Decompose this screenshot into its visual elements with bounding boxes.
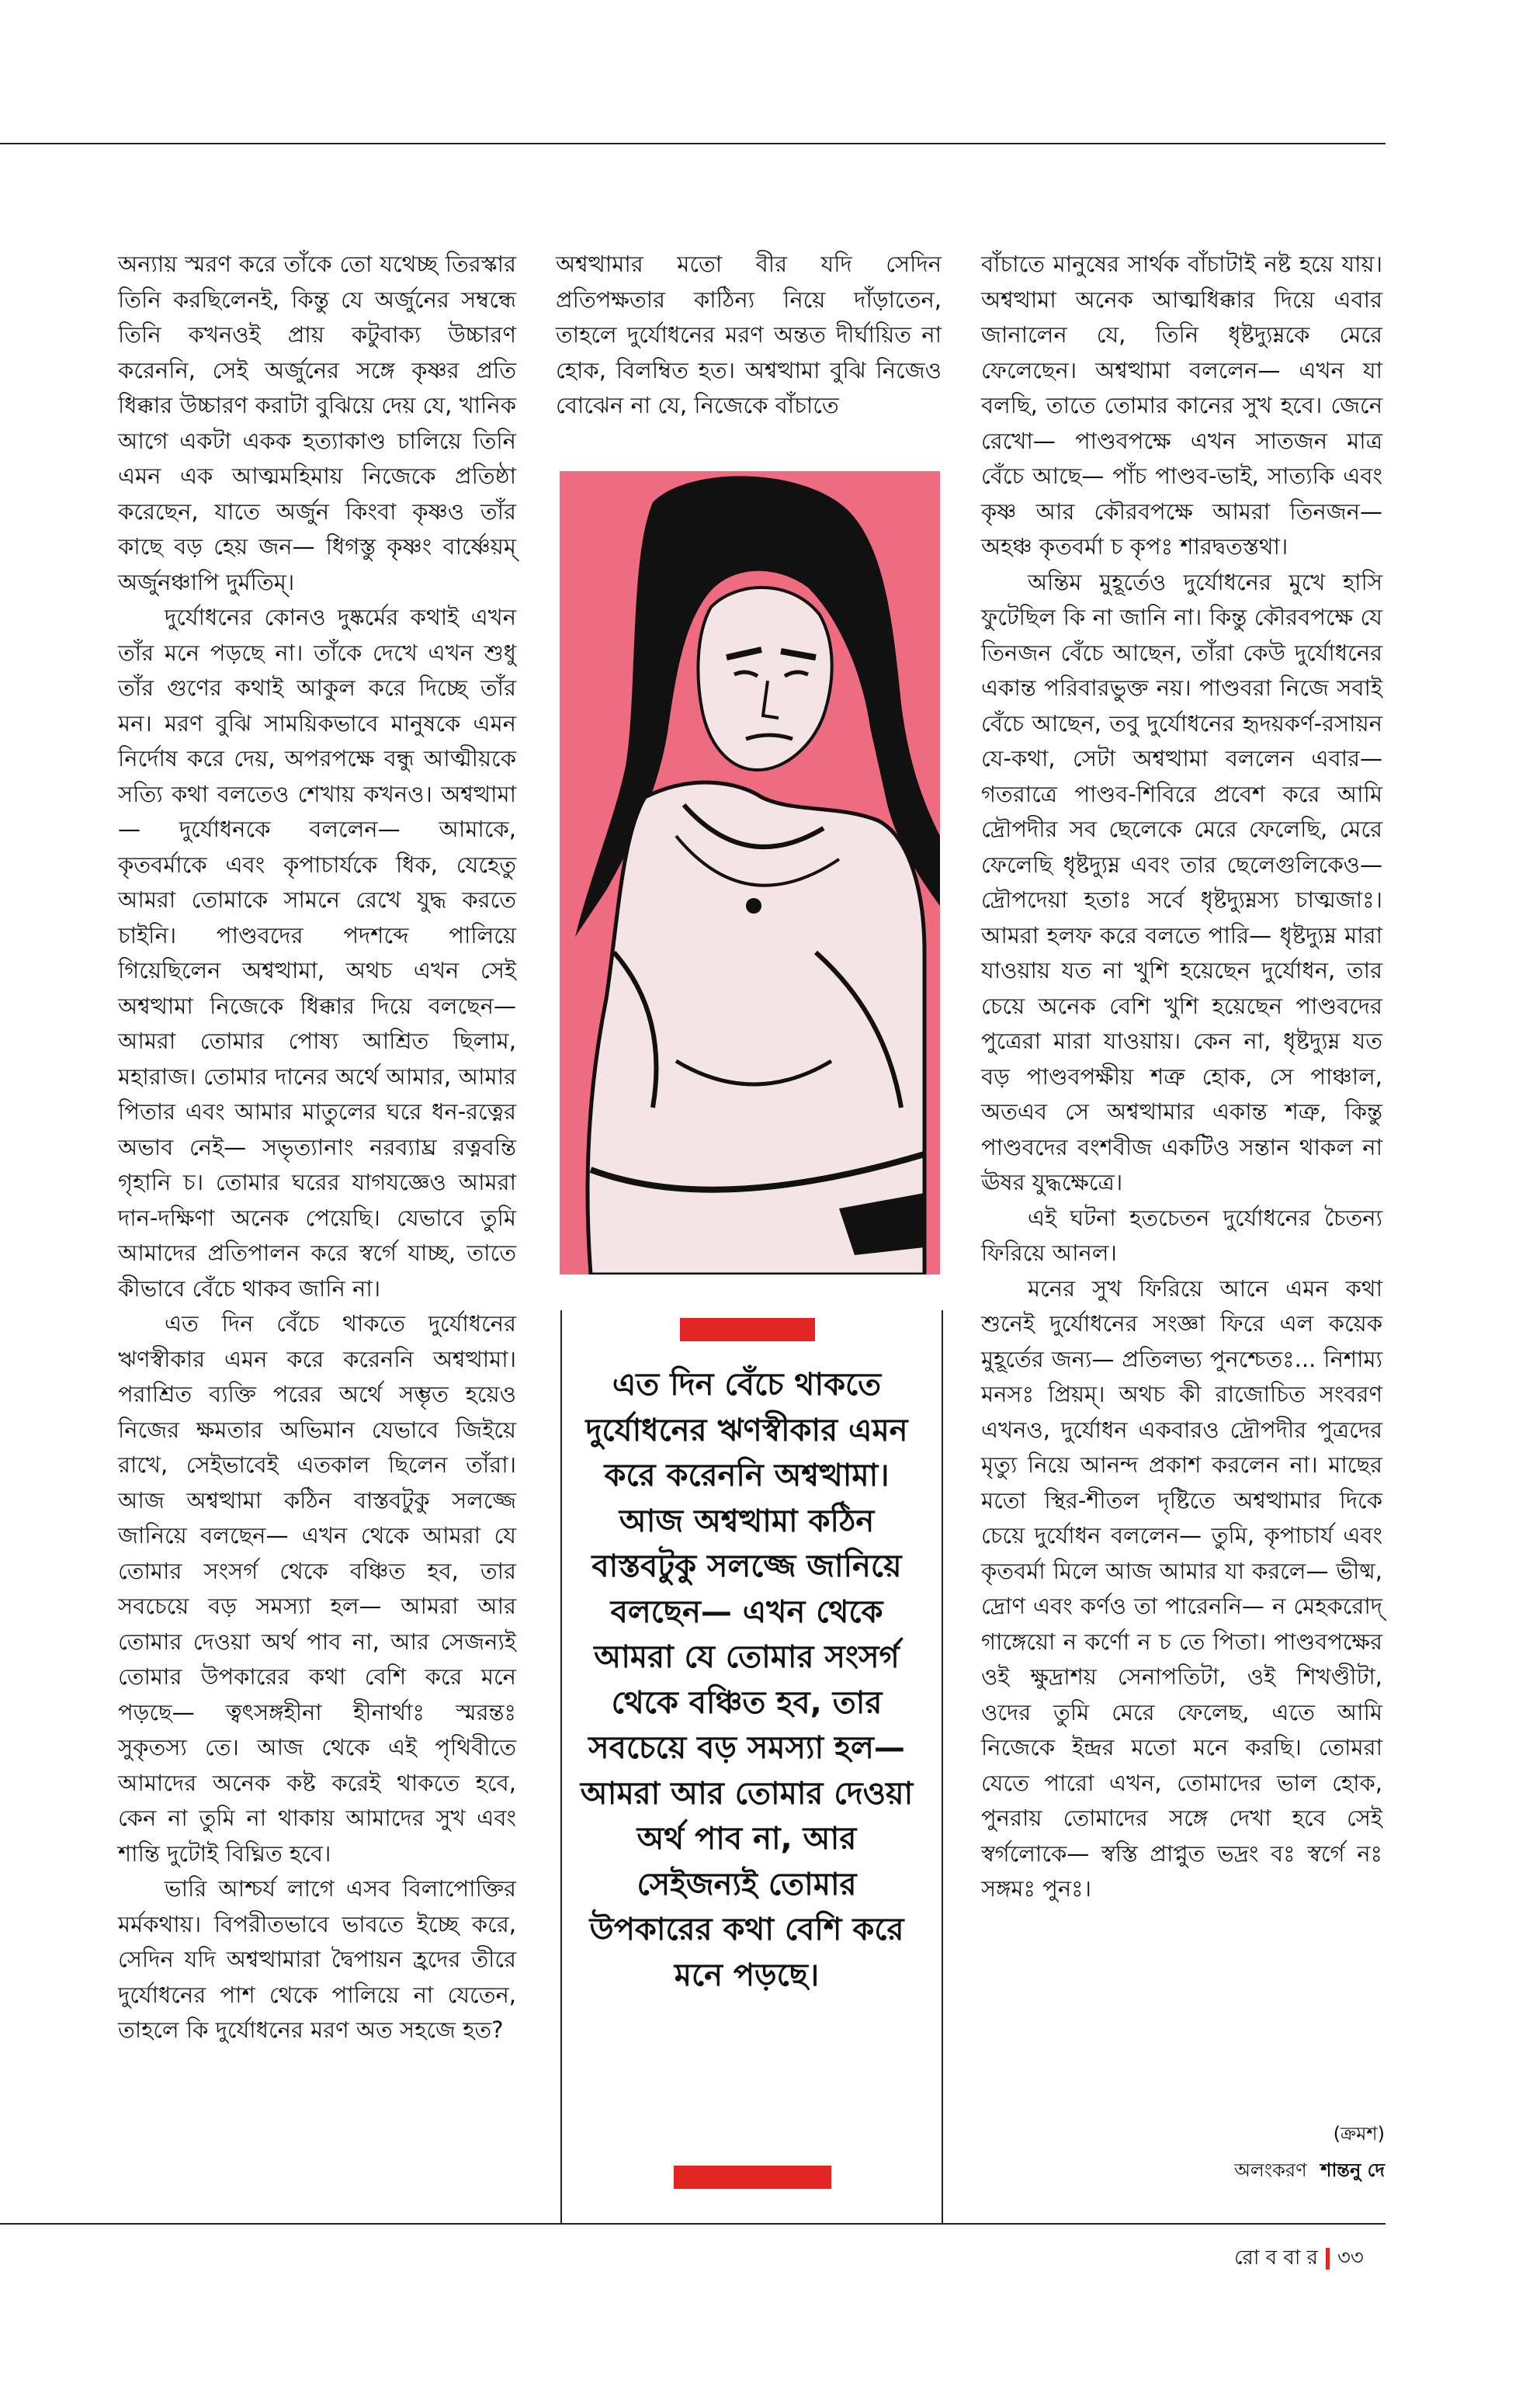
paragraph: অন্তিম মুহূর্তেও দুর্যোধনের মুখে হাসি ফুটেছিল কি না জানি না। কিন্তু কৌরবপক্ষে যে তিনজন বেঁচে আছেন, তাঁরা কেউ দুর্যোধনের একান্ত পরিবারভুক্ত নয়। পাণ্ডবরা নিজে সবাই বেঁচে আছেন, তবু দুর্যোধনের হৃদয়কর্ণ-রসায়ন যে-কথা, সেটা অশ্বত্থামা বললেন এবার— গতরাত্রে পাণ্ডব-শিবিরে প্রবেশ করে আমি দ্রৌপদীর সব ছেলেকে মেরে ফেলেছি, মেরে ফেলেছি ধৃষ্টদ্যুম্ন এবং তার ছেলেগুলিকেও— দ্রৌপদেয়া হতাঃ সর্বে ধৃষ্টদ্যুম্নস্য চাত্মজাঃ। আমরা হলফ করে বলতে পারি— ধৃষ্টদ্যুম্ন মারা যাওয়ায় যত না খুশি হয়েছেন দুর্যোধন, তার চেয়ে অনেক বেশি খুশি হয়েছেন পাণ্ডবদের পুত্রেরা মারা যাওয়ায়। কেন না, ধৃষ্টদ্যুম্ন যত বড় পাণ্ডবপক্ষীয় শত্রু হোক, সে পাঞ্চাল, অতএব সে অশ্বত্থামার একান্ত শত্রু, কিন্তু পাণ্ডবদের বংশবীজ একটিও সন্তান থাকল না ঊষর যুদ্ধক্ষেত্রে। <box>981 568 1382 1195</box>
paragraph: এই ঘটনা হতচেতন দুর্যোধনের চৈতন্য ফিরিয়ে আনল। <box>981 1204 1382 1266</box>
page-footer <box>1234 2242 1364 2276</box>
illustration <box>560 471 940 1275</box>
pull-quote-top-bar <box>680 1318 815 1341</box>
bottom-rule <box>0 2223 1386 2225</box>
page-number: ৩৩ <box>1337 2246 1364 2270</box>
paragraph: অন্যায় স্মরণ করে তাঁকে তো যথেচ্ছ তিরস্কার তিনি করছিলেনই, কিন্তু যে অর্জুনের সম্বন্ধে তিনি কখনওই প্রায় কটুবাক্য উচ্চারণ করেননি, সেই অর্জুনের সঙ্গে কৃষ্ণর প্রতি ধিক্কার উচ্চারণ করাটা বুঝিয়ে দেয় যে, খানিক আগে একটা একক হত্যাকাণ্ড চালিয়ে তিনি এমন এক আত্মমহিমায় নিজেকে প্রতিষ্ঠা করেছেন, যাতে অর্জুন কিংবা কৃষ্ণও তাঁর কাছে বড় হেয় জন— ধিগস্তু কৃষ্ণং বার্ষ্ণেয়ম্‌ অর্জুনঞ্চাপি দুর্মতিম্‌। <box>118 251 516 595</box>
credit-name: শান্তনু দে <box>1320 2159 1385 2181</box>
paragraph: দুর্যোধনের কোনও দুষ্কর্মের কথাই এখন তাঁর মনে পড়ছে না। তাঁকে দেখে এখন শুধু তাঁর গুণের কথাই আকুল করে দিচ্ছে তাঁর মন। মরণ বুঝি সাময়িকভাবে মানুষকে এমন নির্দোষ করে দেয়, অপরপক্ষে বন্ধু আত্মীয়কে সত্যি কথা বলতেও শেখায় কখনও। অশ্বত্থামা— দুর্যোধনকে বললেন— আমাকে, কৃতবর্মাকে এবং কৃপাচার্যকে ধিক, যেহেতু আমরা তোমাকে সামনে রেখে যুদ্ধ করতে চাইনি। পাণ্ডবদের পদশব্দে পালিয়ে গিয়েছিলেন অশ্বত্থামা, অথচ এখন সেই অশ্বত্থামা নিজেকে ধিক্কার দিয়ে বলছেন— আমরা তোমার পোষ্য আশ্রিত ছিলাম, মহারাজ। তোমার দানের অর্থে আমার, আমার পিতার এবং আমার মাতুলের ঘরে ধন-রত্নের অভাব নেই— সভৃত্যানাং নরব্যাঘ্র রত্নবন্তি গৃহানি চ। তোমার ঘরের যাগযজ্ঞেও আমরা দান-দক্ষিণা অনেক পেয়েছি। যেভাবে তুমি আমাদের প্রতিপালন করে স্বর্গে যাচ্ছ, তাতে কীভাবে বেঁচে থাকব জানি না। <box>118 604 516 1302</box>
paragraph: বাঁচাতে মানুষের সার্থক বাঁচাটাই নষ্ট হয়ে যায়। অশ্বত্থামা অনেক আত্মধিক্কার দিয়ে এবার জানালেন যে, তিনি ধৃষ্টদ্যুম্নকে মেরে ফেলেছেন। অশ্বত্থামা বললেন— এখন যা বলছি, তাতে তোমার কানের সুখ হবে। জেনে রেখো— পাণ্ডবপক্ষে এখন সাতজন মাত্র বেঁচে আছে— পাঁচ পাণ্ডব-ভাই, সাত্যকি এবং কৃষ্ণ আর কৌরবপক্ষে আমরা তিনজন— অহঞ্চ কৃতবর্মা চ কৃপঃ শারদ্বতস্তথা। <box>981 251 1382 560</box>
footer-separator <box>1326 2248 1330 2270</box>
middle-column <box>556 247 942 424</box>
paragraph: ভারি আশ্চর্য লাগে এসব বিলাপোক্তির মর্মকথায়। বিপরীতভাবে ভাবতে ইচ্ছে করে, সেদিন যদি অশ্বত্থামারা দ্বৈপায়ন হ্রদের তীরে দুর্যোধনের পাশ থেকে পালিয়ে না যেতেন, তাহলে কি দুর্যোধনের মরণ অত সহজে হত? <box>118 1875 516 2043</box>
column-divider <box>560 1310 562 2223</box>
pull-quote: এত দিন বেঁচে থাকতে দুর্যোধনের ঋণস্বীকার এমন করে করেননি অশ্বত্থামা। আজ অশ্বত্থামা কঠিন বাস্তবটুকু সলজ্জে জানিয়ে বলছেন— এখন থেকে আমরা যে তোমার সংসর্গ থেকে বঞ্চিত হব, তার সবচেয়ে বড় সমস্যা হল— আমরা আর তোমার দেওয়া অর্থ পাব না, আর সেইজন্যই তোমার উপকারের কথা বেশি করে মনে পড়ছে। <box>580 1367 914 1993</box>
paragraph: এত দিন বেঁচে থাকতে দুর্যোধনের ঋণস্বীকার এমন করে করেননি অশ্বত্থামা। পরাশ্রিত ব্যক্তি পরের অর্থে সম্ভৃত হয়েও নিজের ক্ষমতার অভিমান যেভাবে জিইয়ে রাখে, সেইভাবেই এতকাল ছিলেন তাঁরা। আজ অশ্বত্থামা কঠিন বাস্তবটুকু সলজ্জে জানিয়ে বলছেন— এখন থেকে আমরা যে তোমার সংসর্গ থেকে বঞ্চিত হব, তার সবচেয়ে বড় সমস্যা হল— আমরা আর তোমার দেওয়া অর্থ পাব না, আর সেজন্যই তোমার উপকারের কথা বেশি করে মনে পড়ছে— ত্বৎসঙ্গহীনা হীনার্থাঃ স্মরন্তঃ সুকৃতস্য তে। আজ থেকে এই পৃথিবীতে আমাদের অনেক কষ্ট করেই থাকতে হবে, কেন না তুমি না থাকায় আমাদের সুখ এবং শান্তি দুটোই বিঘ্নিত হবে। <box>118 1310 516 1867</box>
right-column <box>981 247 1382 1907</box>
pull-quote-bottom-bar <box>674 2166 831 2189</box>
magazine-name: রো ব বা র <box>1234 2246 1318 2270</box>
warrior-illustration-icon <box>560 471 940 1275</box>
paragraph: অশ্বত্থামার মতো বীর যদি সেদিন প্রতিপক্ষতার কাঠিন্য নিয়ে দাঁড়াতেন, তাহলে দুর্যোধনের মরণ অন্তত দীর্ঘায়িত না হোক, বিলম্বিত হত। অশ্বত্থামা বুঝি নিজেও বোঝেন না যে, নিজেকে বাঁচাতে <box>556 251 942 418</box>
continued-label: (ক্রমশ) <box>1333 2123 1385 2145</box>
credit-label: অলংকরণ <box>1234 2159 1307 2181</box>
illustration-credit <box>1234 2156 1385 2187</box>
paragraph: মনের সুখ ফিরিয়ে আনে এমন কথা শুনেই দুর্যোধনের সংজ্ঞা ফিরে এল কয়েক মুহূর্তের জন্য— প্রতিলভ্য পুনশ্চেতঃ... নিশাম্য মনসঃ প্রিয়ম্‌। অথচ কী রাজোচিত সংবরণ এখনও, দুর্যোধন একবারও দ্রৌপদীর পুত্রদের মৃত্যু নিয়ে আনন্দ প্রকাশ করলেন না। মাছের মতো স্থির-শীতল দৃষ্টিতে অশ্বত্থামার দিকে চেয়ে দুর্যোধন বললেন— তুমি, কৃপাচার্য এবং কৃতবর্মা মিলে আজ আমার যা করলে— ভীষ্ম, দ্রোণ এবং কর্ণও তা পারেননি— ন মেহকরোদ্‌ গাঙ্গেয়ো ন কর্ণো ন চ তে পিতা। পাণ্ডবপক্ষের ওই ক্ষুদ্রাশয় সেনাপতিটা, ওই শিখণ্ডীটা, ওদের তুমি মেরে ফেলেছ, এতে আমি নিজেকে ইন্দ্রর মতো মনে করছি। তোমরা যেতে পারো এখন, তোমাদের ভাল হোক, পুনরায় তোমাদের সঙ্গে দেখা হবে সেই স্বর্গলোকে— স্বস্তি প্রাপ্নুত ভদ্রং বঃ স্বর্গে নঃ সঙ্গমঃ পুনঃ। <box>981 1275 1382 1902</box>
column-divider <box>942 1310 943 2223</box>
left-column <box>118 247 516 2048</box>
top-rule <box>0 143 1386 144</box>
